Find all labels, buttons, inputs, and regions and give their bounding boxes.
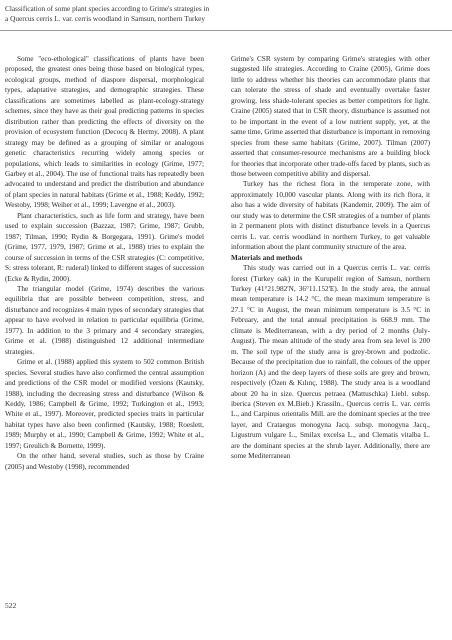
running-head-line-1: Classification of some plant species according to Grime's strategies in (5, 4, 210, 13)
header-rule (0, 30, 452, 31)
paragraph: Some "eco-ethological" classifications of plants have been proposed, the greatest ones being those based on biological types, ecological groups, method of diaspore dispersal, morphological types, adaptative strategies, and demographic strategies. These classifications are sometimes labelled as plant-ecology-strategy schemes, since they have as their goal predicting patterns in species distribution rather than predicting the effects of diversity on the provision of ecosystem function (Decocq & Hermy, 2008). A plant strategy may be defined as a grouping of similar or analogous genetic characteristics recurring widely among species or populations, which leads to similarities in ecology (Grime, 1977; Garbey et al., 2004). The use of functional traits has repeatedly been advocated to understand and predict the distribution and abundance of plant species in natural habitats (Grime et al., 1988; Keddy, 1992; Westoby, 1998; Weiher et al., 1999; Lavergne et al., 2003). (5, 55, 204, 210)
paragraph: The triangular model (Grime, 1974) describes the various equilibria that are possible between competition, stress, and disturbance and recognizes 4 main types of secondary strategies that appear to have evolved in relation to particular equilibria (Grime, 1977). In addition to the 3 primary and 4 secondary strategies, Grime et al. (1988) distinguished 12 additional intermediate strategies. (5, 284, 204, 356)
section-heading: Materials and methods (231, 253, 303, 262)
paragraph: Grime's CSR system by comparing Grime's strategies with other suggested life strategies. According to Craine (2005), Grime does little to address whether his theories can accommodate plants that can tolerate the stress of shade and eventually overtake faster growing, less shade-tolerant species as better competitors for light. Craine (2005) stated that in CSR theory, disturbance is assumed not to be important in the event of a low nutrient supply, yet, at the same time, Grime asserted that disturbance is important in removing species from these same habitats (Grime, 2007). Tilman (2007) asserted that consumer-resource mechanisms are a building block for theories that incorporate other trade-offs faced by plants, such as those between competitive ability and dispersal. (231, 55, 430, 178)
paragraph: Grime et al. (1988) applied this system to 502 common British species. Several studies have also confirmed the central assumption and predictions of the CSR model or modified versions (Kautsky, 1988), including the decreasing stress and disturbance (Wilson & Keddy, 1986; Campbell & Grime, 1992; Turkington et al., 1993; White et al., 1997). Moreover, predicted species traits in particular habitat types have also been confirmed (Kautsky, 1988; Roeslett, 1989; Murphy et al., 1990; Campbell & Grime, 1992; White et al., 1997; Greulich & Bornette, 1999). (5, 358, 204, 450)
paragraph: On the other hand, several studies, such as those by Craine (2005) and Westoby (1998), recommended (5, 452, 204, 471)
paragraph: Turkey has the richest flora in the temperate zone, with approximately 10,000 vascular plants. Along with its rich flora, it also has a wide diversity of habitats (Kandemir, 2009). The aim of our study was to determine the CSR strategies of a number of plants in 2 permanent plots with distinct disturbance levels in a Quercus cerris L. var. cerris woodland in northern Turkey, to get valuable information about the plant community structure of the area. (231, 180, 430, 252)
running-head (5, 4, 305, 24)
left-column (5, 54, 204, 472)
running-head-line-2: a Quercus cerris L. var. cerris woodland in Samsun, northern Turkey (5, 14, 206, 23)
page-number: 522 (5, 601, 17, 610)
paragraph: This study was carried out in a Quercus cerris L. var. cerris forest (Turkey oak) in the Kurupelit region of Samsun, northern Turkey (41°21.982'N, 36°11.152'E). In the study area, the annual mean temperature is 14.2 °C, the mean maximum temperature is 27.1 °C in August, the mean minimum temperature is 3.5 °C in February, and the total annual precipitation is 668.9 mm. The climate is Mediterranean, with a dry period of 2 months (July-August). The mean altitude of the study area from sea level is 200 m. The soil type of the study area is grey-brown and podzolic. Because of the precipitation due to rainfall, the colours of the upper horizon (A) and the deep layers of these soils are grey and brown, respectively (Özen & Kılınç, 1988). The study area is a woodland about 20 ha in size. Quercus petraea (Mattuschka) Liebl. subsp. iberica (Steven ex M.Bieb.) Krassiln., Quercus cerris L. var. cerris L., and Carpinus orientalis Mill. are the dominant species at the tree layer, and Crataegus monogyna Jacq. subsp. monogyna Jacq., Ligustrum vulgare L., Smilax excelsa L., and Clematis vitalba L. are the dominant species at the shrub layer. Additionally, there are some Mediterranean (231, 264, 430, 461)
right-column (231, 54, 430, 462)
paragraph: Plant characteristics, such as life form and strategy, have been used to explain succession (Bazzaz, 1987; Grime, 1987; Grubb, 1987; Tilman, 1990; Rydin & Borgegara, 1991). Grime's model (Grime, 1977, 1979, 1987; Grime et al., 1988) tries to explain the course of succession in terms of the CSR strategies (C: competitive, S: stress tolerant, R: ruderal) linked to different stages of succession (Ecke & Rydin, 2000). (5, 211, 204, 283)
